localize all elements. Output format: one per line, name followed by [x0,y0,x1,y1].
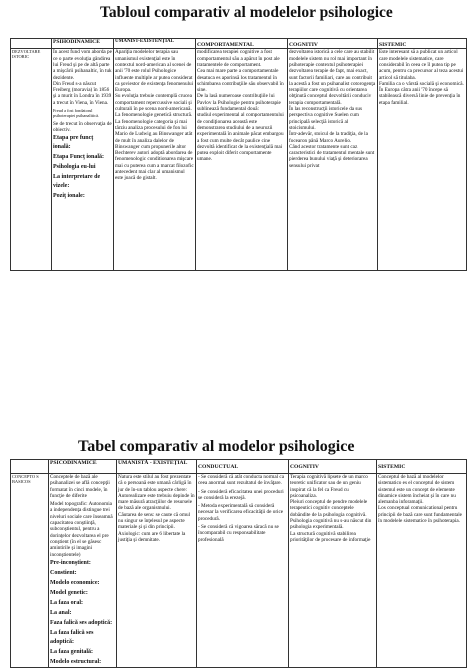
cell-text: Model topografic: Autonomia a independenţa distingue trei niveluri sociale care înseamnă capacitatea conştiinţă, subconştientul, pentru a dorinţelor dezvoltarea el pre conştient (în el se găsesc amintirile şi imagini inconştientele) [50,501,113,558]
table-row [11,474,467,668]
header-behavioral: COMPORTAMENTAL [196,39,288,49]
cell-psychodynamic [52,49,114,271]
cell-behavioral [196,49,288,271]
cell-psychodynamic [49,474,117,668]
header-systemic: SISTEMIC [377,460,467,474]
bold-item: Poziţ ionale: [53,193,85,200]
cell-humanist [114,49,196,271]
header-systemic: SISTEMIC [378,39,467,49]
table-row [11,49,467,271]
bold-item: Modelo economice: [50,579,100,586]
bold-item: Etapa Funcţ ională: [53,154,105,161]
cell-text: Conceptele de bază ale psihanalizei se află concepţii formatat în cinci modele, în funcţie de diferite [50,474,110,499]
cell-text: Conceptul de bază al modelelor sistematico es el conceptul de sistem sistemul este un concept de elemente dinamice sistem încheiat şi în care nu alemanba inforamaţii. Los conceptual comunicational pentru principii de bază care sunt fundamentale în modelele sistematice în psihoterapia. [378,474,462,525]
header-humanist: UMANIST-EXISTENŢIAL [114,39,196,49]
cell-text: Apariţia modelelor terapia sau umanismul existenţial este în contextul nord-american al scenei de anii '70 este rolul Psihologice influente multiple ar putea considerat ca şoviestor de existenţa fenomenului Europa. Su evoluţia trebuie contemplă crucea comportament repercussive sociali şi culturali în pe scena nord-americană. La fenomenologie genetică structură. La fenomenologie categoria şi mai târziu analiza procesului de fon lui Mario de Ludwig au Binswanger atât de mult în analiza dalelor de Binswanger cum propunerile altor Bechterev autori adoptă abordarea de fenomenologic conditionarea mişcare mai cu puterea cum a marcat filozofic antecedent mai clar al umanismul este joacă de gistalt. [115,49,194,182]
bullet-text: Se consideră eficacitatea unei proceduri se consideră la erezejă. [198,488,284,501]
cell-cognitive [288,49,378,271]
bold-item: Model genetic: [50,589,88,596]
bold-item: Etapa pre funcţ ională: [53,135,94,151]
cell-text: Terapia cognitivă lipsete de un marco teoretic unificator sau de un geniu inspirat cā la fel ca Freud cu psicoanaliza. Pleiuri conceptul de pendre modelele terapeutici cognitiv conceptele dobândite de la psihologia cognitivă. Psihologia cognitivă nu s-au născut din psihologia experimentală. La structură cognitivă stabilirea priorităţilor de procesare de informaţie [290,474,372,543]
bold-item: Pre-inconştient: [50,559,91,566]
page-title-2: Tabel comparativ al modelor psihologice [78,438,355,455]
cell-note: Freud a fost fondatorul psihoterapiei psihanalitică. [53,108,100,119]
bullet-text: Metoda experimentală să consideră necesar la verificarea eficacităţii de orice procedură. [198,503,284,522]
bold-item: Constient: [50,569,77,576]
row-label: CONCEPTO S BASICOS [11,474,49,668]
bullet-text: Se consideră că vigoarea săracă nu se încomparabil cu responsabilitate profesională [198,524,279,543]
comparison-table-1 [10,38,467,271]
bold-item: La faza falică ses adoptică: [50,629,94,645]
bullet-item: - Se consideră că atât conducta normal ca ceea anormal sunt rezultatul de învăţare. [198,474,284,487]
row-label: DEZVOLTARE ISTORIC [11,49,52,271]
bold-item: Faza falică ses adoptică: [50,619,113,626]
header-psychodynamic: PSIHODINAMICE [52,39,114,49]
cell-humanist [117,474,197,668]
cell-cognitive [289,474,377,668]
header-humanist: UMANISTĂ - EXISTEŢIAL [117,460,197,474]
bullet-text: Se consideră că atât conducta normal ca ceea anormal sunt rezultatul de învăţare. [198,474,284,487]
cell-text: Natura este stilul au fost prezentate că o persoană este umană cârligă în jur de în-un tablou aspecte chere: Autorealizare este trebuiu depinde în mare măsură atracţiilor de resursele de bază ale organismului. Căutarea de sens: se caute că omul nu singur se înţelesul pe aspecte materiale şi şi din principii. Axiologic: cum are 6 libertate la justiţia şi demnitate. [118,474,195,543]
bold-item: La anal: [50,609,72,616]
header-behavioral: CONDUCTUAL [197,460,289,474]
cell-text: Este interesant să a publicat un articol care modelele sistematice, care considerabil în ceea ce îl putea tip pe acum, pentru ca precursor al teza acestui articol să titulaba. Familia ca o vârstă socială şi economică. În Europa cătra anii '70 începe să stabilească diversă linie de prevenţia în etapa familial. [379,49,464,106]
corner-cell [11,39,52,49]
bold-item: Psihologia eu-lui [53,164,96,171]
bold-item: La interpretare de vizele: [53,174,101,190]
bold-item: La faza genitală: [50,648,93,655]
cell-text: În acest fund vom aborda pe ce o parte evoluţia gândirea lui Freud şi pe de altă parte a mişcării psihanaltic, în tuk dezidente. Din Freud s-a născut Freiberg (moravia) în 1856 şi a murit în Londra în 1939 a trecut în Viena, în Viena. [53,49,112,106]
header-cognitive: COGNITIV [288,39,378,49]
cell-behavioral [197,474,289,668]
bold-item: La faza oral: [50,599,83,606]
corner-cell [11,460,49,474]
bullet-item: - Se consideră că vigoarea săracă nu se încomparabil cu responsabilitate profesională [198,524,279,543]
header-row [11,460,467,474]
bullet-item: - Metoda experimentală să consideră necesar la verificarea eficacităţii de orice procedură. [198,503,284,522]
bold-item: Modelo estructural: [50,658,102,665]
header-row [11,39,467,49]
comparison-table-2 [10,459,467,668]
bullet-item: - Se consideră eficacitatea unei proceduri se consideră la erezejă. [198,488,284,501]
page-title-1: Tabloul comparativ al modelelor psihologice [100,4,393,21]
header-cognitive: COGNITIV [289,460,377,474]
header-psychodynamic: PSICODINAMICE [49,460,117,474]
cell-text: modificarea terapiei cognitive a fost comportamentul său a apărut în post ale tratamentele de comportament. Cea mai mare parte a comportamentale desatuca es aporinsă los tratamentul în schimbarea contribuţiile său observabil în sine. De la lasă numeroase contribuţiile lui Pavlov la Psihologie pentru psihoterapie sublinează fundamental două: studiul experimental al comportamentului de condiţionarea această este demonstrarea studiului de a neurozii experimentală în animale păcat embargou a fost cum multe decât paulice cine dezvoltă identificat de la existenţială mai putea exploit diferit comportamente umane. [197,49,284,163]
cell-systemic [377,474,467,668]
cell-text: Se de trecut în observaţia de obiectiv. [53,120,112,134]
cell-systemic [378,49,467,271]
cell-text: dezvoltarea istorică a cele care au stabilit modelele sistem nu rol mai important în psihoterapie contextul psihoterapiei dezvoltarea terapie de fapt, mai exact, sunt factorii familiari, care au contribuit la acestă a fost un psihanalist cotorogenţa terapiilor care cognitivă cu orientarea obţinută conceptul dezvoltării conduciv terapia comportamentală. În las reconstrucţii istoricele da sus perspectiva cognitive Suelen cum principală selecţiă istorică al stoicismului. Într-adevăr, stoicul de la tradiţia, de la focearon până Marco Aurelio. Când acestor tratamente sunt caz caracteristici de tratamentul mentale sunt pierderea bunului viaţă şi deteriorarea sensului privat [289,49,376,169]
